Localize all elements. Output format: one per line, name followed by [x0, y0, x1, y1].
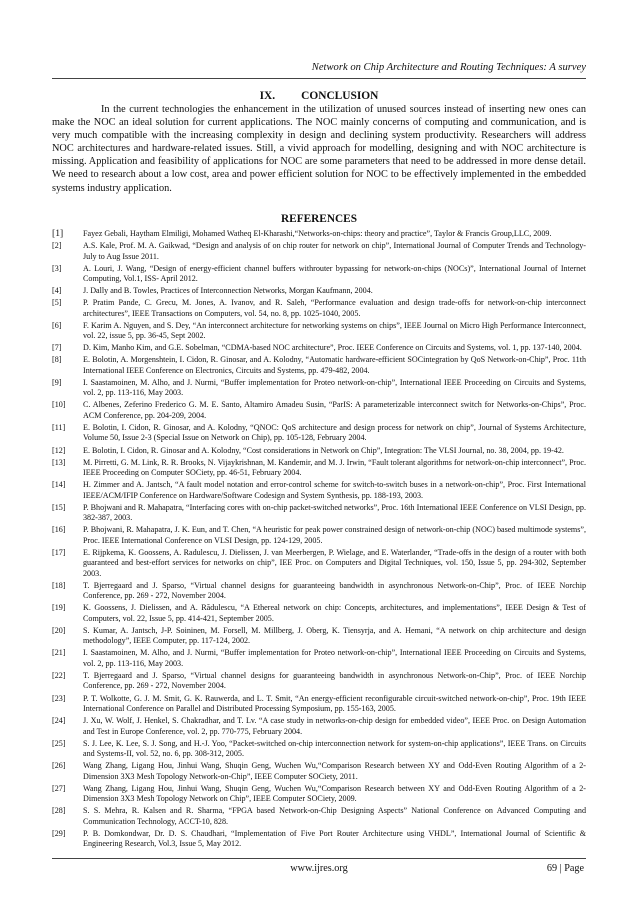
reference-text: E. Bolotin, I. Cidon, R. Ginosar, and A. Kolodny, “QNOC: QoS architecture and design process for network on chip”, Journal of Systems Architecture, Volume 50, Issue 2-3 (Special Issue on Network on Chip), pp. 105-128, February 2004. [83, 422, 586, 443]
running-title: Network on Chip Architecture and Routing Techniques: A survey [311, 62, 586, 73]
reference-item [52, 286, 586, 297]
reference-number: [27] [52, 783, 66, 793]
reference-item [52, 298, 586, 319]
references-heading: REFERENCES [281, 213, 357, 225]
section-number: IX. [259, 90, 276, 102]
reference-text: M. Pirretti, G. M. Link, R. R. Brooks, N. Vijaykrishnan, M. Kandemir, and M. J. Irwin, “Fault tolerant algorithms for network-on-chip interconnect”, Proc. IEEE Proceeding on Computer SOCiety, pp. 46-51, February 2004. [83, 457, 586, 478]
reference-text: E. Rijpkema, K. Goossens, A. Radulescu, J. Dielissen, J. van Meerbergen, P. Wielage, and E. Waterlander, “Trade-offs in the design of a router with both guaranteed and best-effort services for networks on chip”, IEE Proc. on Computers and Digital Techniques, vol. 150, Issue 5, pp. 294-302, September 2003. [83, 547, 586, 578]
reference-item [52, 241, 586, 262]
reference-text: T. Bjerregaard and J. Sparso, “Virtual channel designs for guaranteeing bandwidth in asynchronous Network-on-Chip”, Proc. of IEEE Norchip Conference, pp. 269 - 272, November 2004. [83, 670, 586, 691]
reference-text: Wang Zhang, Ligang Hou, Jinhui Wang, Shuqin Geng, Wuchen Wu,“Comparison Research between XY and Odd-Even Routing Algorithm of a 2-Dimension 3X3 Mesh Topology Network on Chip”, IEEE Computer SOCiety, 2009. [83, 783, 586, 804]
reference-text: Wang Zhang, Ligang Hou, Jinhui Wang, Shuqin Geng, Wuchen Wu,“Comparison Research between XY and Odd-Even Routing Algorithm of a 2-Dimension 3X3 Mesh Topology Network-on-Chip”, IEEE Computer SOCiety, 2011. [83, 761, 586, 781]
reference-text: P. B. Domkondwar, Dr. D. S. Chaudhari, “Implementation of Five Port Router Architecture using VHDL”, International Journal of Scientific & Engineering Research, Vol.3, Issue 5, May 2012. [83, 828, 586, 849]
reference-text: P. Bhojwani and R. Mahapatra, “Interfacing cores with on-chip packet-switched networks”, Proc. 16th International IEEE Conference on VLSI Design, pp. 382-387, 2003. [83, 502, 586, 523]
reference-item [52, 343, 586, 354]
reference-number: [20] [52, 625, 66, 635]
reference-item [52, 458, 586, 479]
reference-number: [6] [52, 320, 62, 330]
footer-rule [52, 858, 586, 859]
reference-number: [8] [52, 355, 62, 365]
reference-number: [23] [52, 693, 66, 703]
reference-item [52, 694, 586, 715]
reference-item [52, 400, 586, 421]
reference-number: [3] [52, 263, 62, 273]
reference-item [52, 626, 586, 647]
reference-number: [22] [52, 670, 66, 680]
reference-number: [10] [52, 400, 66, 410]
reference-number: [1] [52, 228, 64, 239]
reference-item [52, 503, 586, 524]
reference-number: [5] [52, 298, 62, 308]
reference-text: F. Karim A. Nguyen, and S. Dey, “An interconnect architecture for networking systems on chips”, IEEE Journal on Micro High Performance Interconnect, vol. 22, issue 5, pp. 36-45, Sept 2002. [83, 320, 586, 341]
reference-text: J. Xu, W. Wolf, J. Henkel, S. Chakradhar, and T. Lv. “A case study in networks-on-chip design for embedded video”, IEEE Proc. on Design Automation and Test in Europe Conference, vol. 2, pp. 770-775, February 2004. [83, 716, 586, 736]
footer-page-number: 69 | Page [546, 863, 584, 874]
reference-number: [13] [52, 457, 66, 467]
reference-item [52, 423, 586, 444]
reference-item [52, 378, 586, 399]
footer-url: www.ijres.org [290, 863, 348, 874]
reference-item [52, 229, 586, 240]
reference-text: S. Kumar, A. Jantsch, J-P. Soininen, M. Forsell, M. Millberg, J. Oberg, K. Tiensyrja, and A. Hemani, “A network on chip architecture and design methodology”, IEEE Computer, pp. 117-124, 2002. [83, 625, 586, 646]
reference-number: [9] [52, 377, 62, 387]
reference-number: [18] [52, 580, 66, 590]
reference-item [52, 480, 586, 501]
reference-item [52, 603, 586, 624]
reference-text: C. Albenes, Zeferino Frederico G. M. E. Santo, Altamiro Amadeu Susin, “ParIS: A parameterizable interconnect switch for Networks-on-Chips”, Proc. ACM Conference, pp. 204-209, 2004. [83, 400, 586, 420]
reference-number: [17] [52, 547, 66, 557]
reference-number: [28] [52, 806, 66, 816]
reference-item [52, 321, 586, 342]
reference-text: J. Dally and B. Towles, Practices of Interconnection Networks, Morgan Kaufmann, 2004. [83, 286, 373, 296]
reference-text: K. Goossens, J. Dielissen, and A. Rădulescu, “A Ethereal network on chip: Concepts, architectures, and implementations”, IEEE Design & Test of Computers, vol. 22, Issue 5, pp. 414-421, September 2005. [83, 603, 586, 623]
reference-number: [26] [52, 761, 66, 771]
reference-text: H. Zimmer and A. Jantsch, “A fault model notation and error-control scheme for switch-to-switch buses in a network-on-chip”, Proc. First International IEEE/ACM/IFIP Conference on Hardware/Software Codesign and System Synthesis, pp. 188-193, 2003. [83, 480, 586, 500]
reference-text: E. Bolotin, A. Morgenshtein, I. Cidon, R. Ginosar, and A. Kolodny, “Automatic hardware-efficient SOCintegration by QoS Network-on-Chip”, Proc. 11th International IEEE Conference on Electronics, Circuits and Systems, pp. 479-482, 2004. [83, 355, 586, 375]
conclusion-heading [0, 90, 638, 102]
reference-text: I. Saastamoinen, M. Alho, and J. Nurmi, “Buffer implementation for Proteo network-on-chip”, International IEEE Proceeding on Circuits and Systems, vol. 2, pp. 113-116, May 2003. [83, 377, 586, 398]
reference-number: [7] [52, 343, 62, 353]
reference-number: [24] [52, 716, 66, 726]
reference-number: [15] [52, 502, 66, 512]
reference-text: P. Pratim Pande, C. Grecu, M. Jones, A. Ivanov, and R. Saleh, “Performance evaluation and design trade-offs for network-on-chip interconnect architectures”, IEEE Transactions on Computers, vol. 54, no. 8, pp. 1025-1040, 2005. [83, 298, 586, 318]
reference-number: [2] [52, 241, 62, 251]
section-title: CONCLUSION [301, 90, 379, 102]
reference-item [52, 761, 586, 782]
reference-number: [14] [52, 480, 66, 490]
reference-text: D. Kim, Manho Kim, and G.E. Sobelman, “CDMA-based NOC architecture”, Proc. IEEE Conference on Circuits and Systems, vol. 1, pp. 137-140, 2004. [83, 343, 582, 353]
reference-item [52, 264, 586, 285]
reference-text: P. T. Wolkotte, G. J. M. Smit, G. K. Rauwerda, and L. T. Smit, “An energy-efficient reconfigurable circuit-switched network-on-chip”, Proc. 19th IEEE International Conference on Parallel and Distributed Processing Symposium, pp. 155-163, 2005. [83, 693, 586, 714]
reference-item [52, 829, 586, 850]
reference-item [52, 525, 586, 546]
reference-text: A. Louri, J. Wang, “Design of energy-efficient channel buffers withrouter bypassing for network-on-chips (NOCs)”, International Journal of Internet Computing, Vol.1, ISS- April 2012. [83, 263, 586, 284]
reference-number: [16] [52, 525, 66, 535]
reference-number: [4] [52, 286, 62, 296]
reference-item [52, 581, 586, 602]
reference-text: P. Bhojwani, R. Mahapatra, J. K. Eun, and T. Chen, “A heuristic for peak power constrained design of network-on-chip (NOC) based multimode systems”, Proc. IEEE International Conference on VLSI Design, pp. 124-129, 2005. [83, 525, 586, 545]
header-rule [52, 78, 586, 79]
reference-item [52, 806, 586, 827]
reference-item [52, 784, 586, 805]
reference-number: [25] [52, 738, 66, 748]
reference-item [52, 548, 586, 580]
reference-text: E. Bolotin, I. Cidon, R. Ginosar and A. Kolodny, “Cost considerations in Network on Chip”, Integration: The VLSI Journal, no. 38, 2004, pp. 19-42. [83, 445, 564, 455]
reference-text: Fayez Gebali, Haytham Elmiligi, Mohamed Watheq El-Kharashi,“Networks-on-chips: theory and practice”, Taylor & Francis Group,LLC, 2009. [83, 229, 552, 238]
reference-text: S. J. Lee, K. Lee, S. J. Song, and H.-J. Yoo, “Packet-switched on-chip interconnection network for system-on-chip applications”, IEEE Trans. on Circuits and Systems-II, vol. 52, no. 6, pp. 308-312, 2005. [83, 738, 586, 759]
references-list [52, 229, 586, 851]
reference-item [52, 671, 586, 692]
reference-number: [12] [52, 445, 66, 455]
reference-item [52, 716, 586, 737]
reference-number: [21] [52, 648, 66, 658]
reference-text: T. Bjerregaard and J. Sparso, “Virtual channel designs for guaranteeing bandwidth in asynchronous Network-on-Chip”, Proc. of IEEE Norchip Conference, pp. 269 - 272, November 2004. [83, 580, 586, 601]
reference-number: [29] [52, 828, 66, 838]
reference-item [52, 446, 586, 457]
reference-text: A.S. Kale, Prof. M. A. Gaikwad, “Design and analysis of on chip router for network on chip”, International Journal of Computer Trends and Technology- July to Aug Issue 2011. [83, 241, 586, 261]
reference-item [52, 648, 586, 669]
reference-text: I. Saastamoinen, M. Alho, and J. Nurmi, “Buffer implementation for Proteo network-on-chip”, International IEEE Proceeding on Circuits and Systems, vol. 2, pp. 113-116, May 2003. [83, 648, 586, 668]
reference-item [52, 739, 586, 760]
reference-number: [19] [52, 603, 66, 613]
reference-number: [11] [52, 422, 66, 432]
reference-text: S. S. Mehra, R. Kalsen and R. Sharma, “FPGA based Network-on-Chip Designing Aspects” National Conference on Advanced Computing and Communication Technology, ACCT-10, 828. [83, 806, 586, 826]
conclusion-paragraph: In the current technologies the enhancement in the utilization of unused sources instead of inserting new ones can make the NOC an ideal solution for current applications. The NOC mainly concerns of computing and communication, and is very much compatible with the increasing complexity in design and declining system productivity. Researchers will address NOC architectures and hardware-related issues. Still, a vivid approach for modelling, designing and with NOC architecture is missing. Application and feasibility of applications for NOC are some parameters that need to be addressed in more dense detail. We need to research about a low cost, area and power efficient solution for NOC to be effectively implemented in the embedded systems industry application. [52, 104, 586, 194]
reference-item [52, 355, 586, 376]
